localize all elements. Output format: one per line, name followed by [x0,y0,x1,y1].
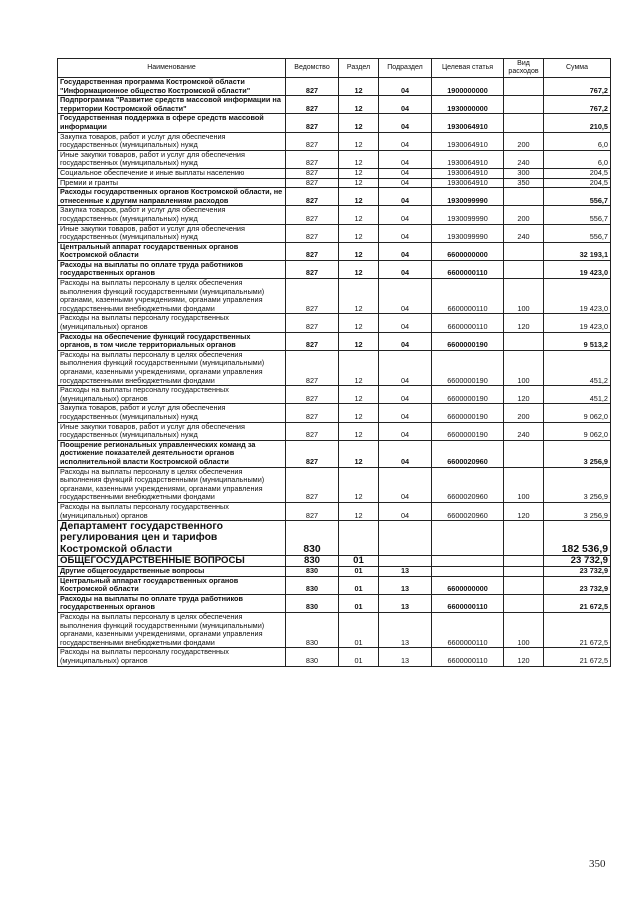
header-podrazdel: Подраздел [379,59,432,78]
cell-podrazdel: 04 [379,224,432,242]
cell-cs: 6600000110 [432,613,504,648]
cell-vr: 100 [504,613,544,648]
table-row [58,314,611,332]
cell-razdel: 12 [339,78,379,96]
header-razdel: Раздел [339,59,379,78]
cell-name: Закупка товаров, работ и услуг для обеспечения государственных (муниципальных) нужд [58,132,286,150]
cell-podrazdel: 04 [379,242,432,260]
table-row [58,521,611,556]
cell-ved: 827 [286,467,339,502]
cell-name: Центральный аппарат государственных органов Костромской области [58,576,286,594]
table-row [58,114,611,132]
cell-name: Расходы на выплаты персоналу в целях обеспечения выполнения функций государственными (муниципальными) органами, казенными учреждениями, органами управления государственными внебюджетными фондами [58,350,286,385]
cell-sum: 451,2 [544,386,611,404]
cell-ved: 827 [286,350,339,385]
cell-sum: 3 256,9 [544,440,611,467]
cell-podrazdel: 04 [379,314,432,332]
cell-razdel: 12 [339,96,379,114]
cell-cs: 6600000190 [432,332,504,350]
cell-razdel: 12 [339,440,379,467]
cell-razdel: 12 [339,314,379,332]
cell-vr [504,78,544,96]
cell-ved: 827 [286,206,339,224]
cell-vr [504,521,544,556]
cell-razdel: 12 [339,114,379,132]
cell-name: Иные закупки товаров, работ и услуг для обеспечения государственных (муниципальных) нужд [58,150,286,168]
table-body [58,78,611,667]
table-row [58,467,611,502]
cell-cs [432,521,504,556]
cell-sum: 204,5 [544,178,611,188]
table-row [58,96,611,114]
cell-ved: 827 [286,279,339,314]
cell-razdel: 12 [339,386,379,404]
table-row [58,260,611,278]
cell-vr: 240 [504,422,544,440]
cell-cs: 1930099990 [432,224,504,242]
cell-sum: 19 423,0 [544,314,611,332]
cell-podrazdel: 04 [379,114,432,132]
cell-vr: 200 [504,206,544,224]
cell-razdel: 01 [339,567,379,577]
cell-ved: 827 [286,178,339,188]
cell-vr [504,332,544,350]
cell-cs: 6600000110 [432,594,504,612]
cell-podrazdel [379,521,432,556]
cell-razdel: 01 [339,555,379,566]
table-row [58,168,611,178]
table-row [58,648,611,666]
cell-sum: 556,7 [544,224,611,242]
cell-ved: 830 [286,567,339,577]
cell-cs: 6600000110 [432,260,504,278]
cell-cs: 6600000190 [432,350,504,385]
cell-cs: 1930099990 [432,206,504,224]
cell-sum: 9 062,0 [544,422,611,440]
cell-cs: 1930064910 [432,114,504,132]
cell-cs: 1930000000 [432,96,504,114]
cell-podrazdel: 04 [379,404,432,422]
cell-razdel: 12 [339,332,379,350]
cell-vr: 300 [504,168,544,178]
cell-ved: 827 [286,332,339,350]
cell-cs: 6600000110 [432,279,504,314]
cell-vr: 240 [504,224,544,242]
cell-ved: 827 [286,440,339,467]
cell-sum: 19 423,0 [544,279,611,314]
cell-ved: 827 [286,132,339,150]
cell-sum: 3 256,9 [544,502,611,520]
cell-razdel: 12 [339,132,379,150]
cell-vr: 350 [504,178,544,188]
cell-podrazdel: 13 [379,613,432,648]
cell-name: Расходы на выплаты персоналу в целях обеспечения выполнения функций государственными (муниципальными) органами, казенными учреждениями, органами управления государственными внебюджетными фондами [58,613,286,648]
cell-cs: 6600020960 [432,467,504,502]
cell-vr [504,567,544,577]
cell-sum: 6,0 [544,150,611,168]
cell-ved: 830 [286,555,339,566]
cell-name: Иные закупки товаров, работ и услуг для обеспечения государственных (муниципальных) нужд [58,224,286,242]
cell-sum: 21 672,5 [544,613,611,648]
cell-sum: 32 193,1 [544,242,611,260]
cell-name: Поощрение региональных управленческих команд за достижение показателей деятельности органов исполнительной власти Костромской области [58,440,286,467]
table-row [58,350,611,385]
cell-razdel: 01 [339,576,379,594]
cell-cs: 1930064910 [432,178,504,188]
cell-sum: 23 732,9 [544,567,611,577]
cell-sum: 556,7 [544,206,611,224]
cell-ved: 830 [286,576,339,594]
cell-name: Государственная поддержка в сфере средств массовой информации [58,114,286,132]
cell-ved: 827 [286,96,339,114]
cell-podrazdel: 04 [379,178,432,188]
cell-vr: 100 [504,467,544,502]
header-sum: Сумма [544,59,611,78]
cell-ved: 827 [286,114,339,132]
header-vr: Вид расходов [504,59,544,78]
cell-vr [504,96,544,114]
cell-vr: 100 [504,350,544,385]
header-cs: Целевая статья [432,59,504,78]
table-row [58,78,611,96]
cell-sum: 556,7 [544,188,611,206]
cell-razdel: 12 [339,206,379,224]
cell-ved: 827 [286,314,339,332]
table-row [58,440,611,467]
cell-vr [504,594,544,612]
cell-ved: 827 [286,224,339,242]
cell-cs: 6600000000 [432,242,504,260]
cell-podrazdel: 04 [379,168,432,178]
cell-cs: 6600000190 [432,386,504,404]
cell-vr: 200 [504,132,544,150]
cell-podrazdel: 13 [379,648,432,666]
cell-podrazdel: 13 [379,567,432,577]
table-row [58,404,611,422]
cell-name: Центральный аппарат государственных органов Костромской области [58,242,286,260]
cell-name: Расходы на выплаты по оплате труда работников государственных органов [58,260,286,278]
cell-podrazdel: 04 [379,386,432,404]
cell-ved: 830 [286,594,339,612]
cell-razdel: 01 [339,648,379,666]
table-row [58,576,611,594]
cell-name: Расходы на обеспечение функций государственных органов, в том числе территориальных органов [58,332,286,350]
cell-cs: 6600000190 [432,422,504,440]
cell-name: Социальное обеспечение и иные выплаты населению [58,168,286,178]
cell-cs [432,567,504,577]
cell-podrazdel: 04 [379,188,432,206]
cell-razdel: 12 [339,279,379,314]
cell-podrazdel: 13 [379,576,432,594]
cell-name: Расходы государственных органов Костромской области, не отнесенные к другим направлениям расходов [58,188,286,206]
table-row [58,502,611,520]
table-row [58,613,611,648]
cell-razdel: 12 [339,260,379,278]
header-ved: Ведомство [286,59,339,78]
cell-sum: 9 513,2 [544,332,611,350]
cell-ved: 827 [286,502,339,520]
cell-podrazdel: 04 [379,150,432,168]
table-header-row [58,59,611,78]
cell-cs: 1930099990 [432,188,504,206]
cell-vr [504,114,544,132]
cell-name: Расходы на выплаты персоналу в целях обеспечения выполнения функций государственными (муниципальными) органами, казенными учреждениями, органами управления государственными внебюджетными фондами [58,279,286,314]
cell-razdel: 12 [339,350,379,385]
cell-sum: 451,2 [544,350,611,385]
table-row [58,132,611,150]
budget-table [57,58,611,667]
cell-sum: 767,2 [544,78,611,96]
cell-sum: 23 732,9 [544,576,611,594]
cell-razdel: 12 [339,188,379,206]
cell-vr [504,188,544,206]
cell-ved: 830 [286,521,339,556]
cell-podrazdel: 04 [379,206,432,224]
cell-name: Государственная программа Костромской области "Информационное общество Костромской области" [58,78,286,96]
cell-name: Иные закупки товаров, работ и услуг для обеспечения государственных (муниципальных) нужд [58,422,286,440]
cell-razdel: 12 [339,467,379,502]
cell-cs: 6600000000 [432,576,504,594]
cell-razdel: 01 [339,613,379,648]
cell-podrazdel: 04 [379,132,432,150]
cell-cs: 1900000000 [432,78,504,96]
cell-cs: 6600020960 [432,440,504,467]
cell-ved: 827 [286,78,339,96]
cell-name: Закупка товаров, работ и услуг для обеспечения государственных (муниципальных) нужд [58,206,286,224]
cell-razdel: 12 [339,502,379,520]
cell-sum: 767,2 [544,96,611,114]
cell-sum: 23 732,9 [544,555,611,566]
cell-razdel: 01 [339,594,379,612]
cell-name: Премии и гранты [58,178,286,188]
cell-ved: 830 [286,648,339,666]
cell-vr: 120 [504,502,544,520]
cell-razdel: 12 [339,168,379,178]
cell-razdel: 12 [339,422,379,440]
cell-name: Расходы на выплаты персоналу государственных (муниципальных) органов [58,314,286,332]
cell-name: Департамент государственного регулирования цен и тарифов Костромской области [58,521,286,556]
cell-ved: 827 [286,188,339,206]
cell-sum: 204,5 [544,168,611,178]
cell-name: Расходы на выплаты персоналу государственных (муниципальных) органов [58,502,286,520]
cell-cs: 6600020960 [432,502,504,520]
cell-name: Подпрограмма "Развитие средств массовой информации на территории Костромской области" [58,96,286,114]
cell-cs: 6600000110 [432,648,504,666]
cell-vr [504,555,544,566]
cell-cs: 1930064910 [432,132,504,150]
cell-name: Расходы на выплаты персоналу государственных (муниципальных) органов [58,386,286,404]
table-row [58,242,611,260]
table-row [58,332,611,350]
table-row [58,555,611,566]
cell-sum: 9 062,0 [544,404,611,422]
page-number: 350 [589,858,606,870]
cell-ved: 827 [286,260,339,278]
cell-podrazdel: 04 [379,467,432,502]
cell-ved: 827 [286,422,339,440]
cell-name: Закупка товаров, работ и услуг для обеспечения государственных (муниципальных) нужд [58,404,286,422]
table-row [58,594,611,612]
cell-podrazdel: 04 [379,96,432,114]
cell-vr: 120 [504,386,544,404]
cell-razdel: 12 [339,150,379,168]
cell-razdel [339,521,379,556]
cell-sum: 21 672,5 [544,594,611,612]
cell-podrazdel: 04 [379,279,432,314]
cell-cs: 1930064910 [432,150,504,168]
cell-ved: 827 [286,150,339,168]
cell-name: Расходы на выплаты персоналу в целях обеспечения выполнения функций государственными (муниципальными) органами, казенными учреждениями, органами управления государственными внебюджетными фондами [58,467,286,502]
cell-vr [504,242,544,260]
document-sheet [57,58,610,667]
cell-ved: 827 [286,386,339,404]
cell-razdel: 12 [339,178,379,188]
cell-razdel: 12 [339,404,379,422]
cell-podrazdel: 13 [379,594,432,612]
cell-podrazdel: 04 [379,260,432,278]
cell-sum: 21 672,5 [544,648,611,666]
cell-ved: 830 [286,613,339,648]
cell-cs: 6600000110 [432,314,504,332]
cell-name: ОБЩЕГОСУДАРСТВЕННЫЕ ВОПРОСЫ [58,555,286,566]
cell-podrazdel [379,555,432,566]
cell-ved: 827 [286,242,339,260]
cell-podrazdel: 04 [379,332,432,350]
cell-sum: 6,0 [544,132,611,150]
table-row [58,386,611,404]
table-row [58,422,611,440]
cell-ved: 827 [286,168,339,178]
cell-sum: 182 536,9 [544,521,611,556]
cell-vr: 240 [504,150,544,168]
cell-vr [504,576,544,594]
cell-vr: 100 [504,279,544,314]
cell-razdel: 12 [339,242,379,260]
cell-podrazdel: 04 [379,440,432,467]
cell-razdel: 12 [339,224,379,242]
table-row [58,567,611,577]
table-row [58,279,611,314]
header-name: Наименование [58,59,286,78]
cell-podrazdel: 04 [379,422,432,440]
cell-sum: 3 256,9 [544,467,611,502]
table-row [58,150,611,168]
cell-podrazdel: 04 [379,78,432,96]
table-row [58,206,611,224]
cell-ved: 827 [286,404,339,422]
cell-cs: 6600000190 [432,404,504,422]
cell-sum: 19 423,0 [544,260,611,278]
table-row [58,188,611,206]
cell-vr: 120 [504,648,544,666]
cell-podrazdel: 04 [379,502,432,520]
cell-name: Расходы на выплаты по оплате труда работников государственных органов [58,594,286,612]
cell-cs [432,555,504,566]
cell-vr [504,440,544,467]
cell-podrazdel: 04 [379,350,432,385]
cell-vr: 120 [504,314,544,332]
table-row [58,224,611,242]
cell-vr [504,260,544,278]
cell-cs: 1930064910 [432,168,504,178]
cell-name: Расходы на выплаты персоналу государственных (муниципальных) органов [58,648,286,666]
cell-name: Другие общегосударственные вопросы [58,567,286,577]
table-row [58,178,611,188]
cell-vr: 200 [504,404,544,422]
cell-sum: 210,5 [544,114,611,132]
